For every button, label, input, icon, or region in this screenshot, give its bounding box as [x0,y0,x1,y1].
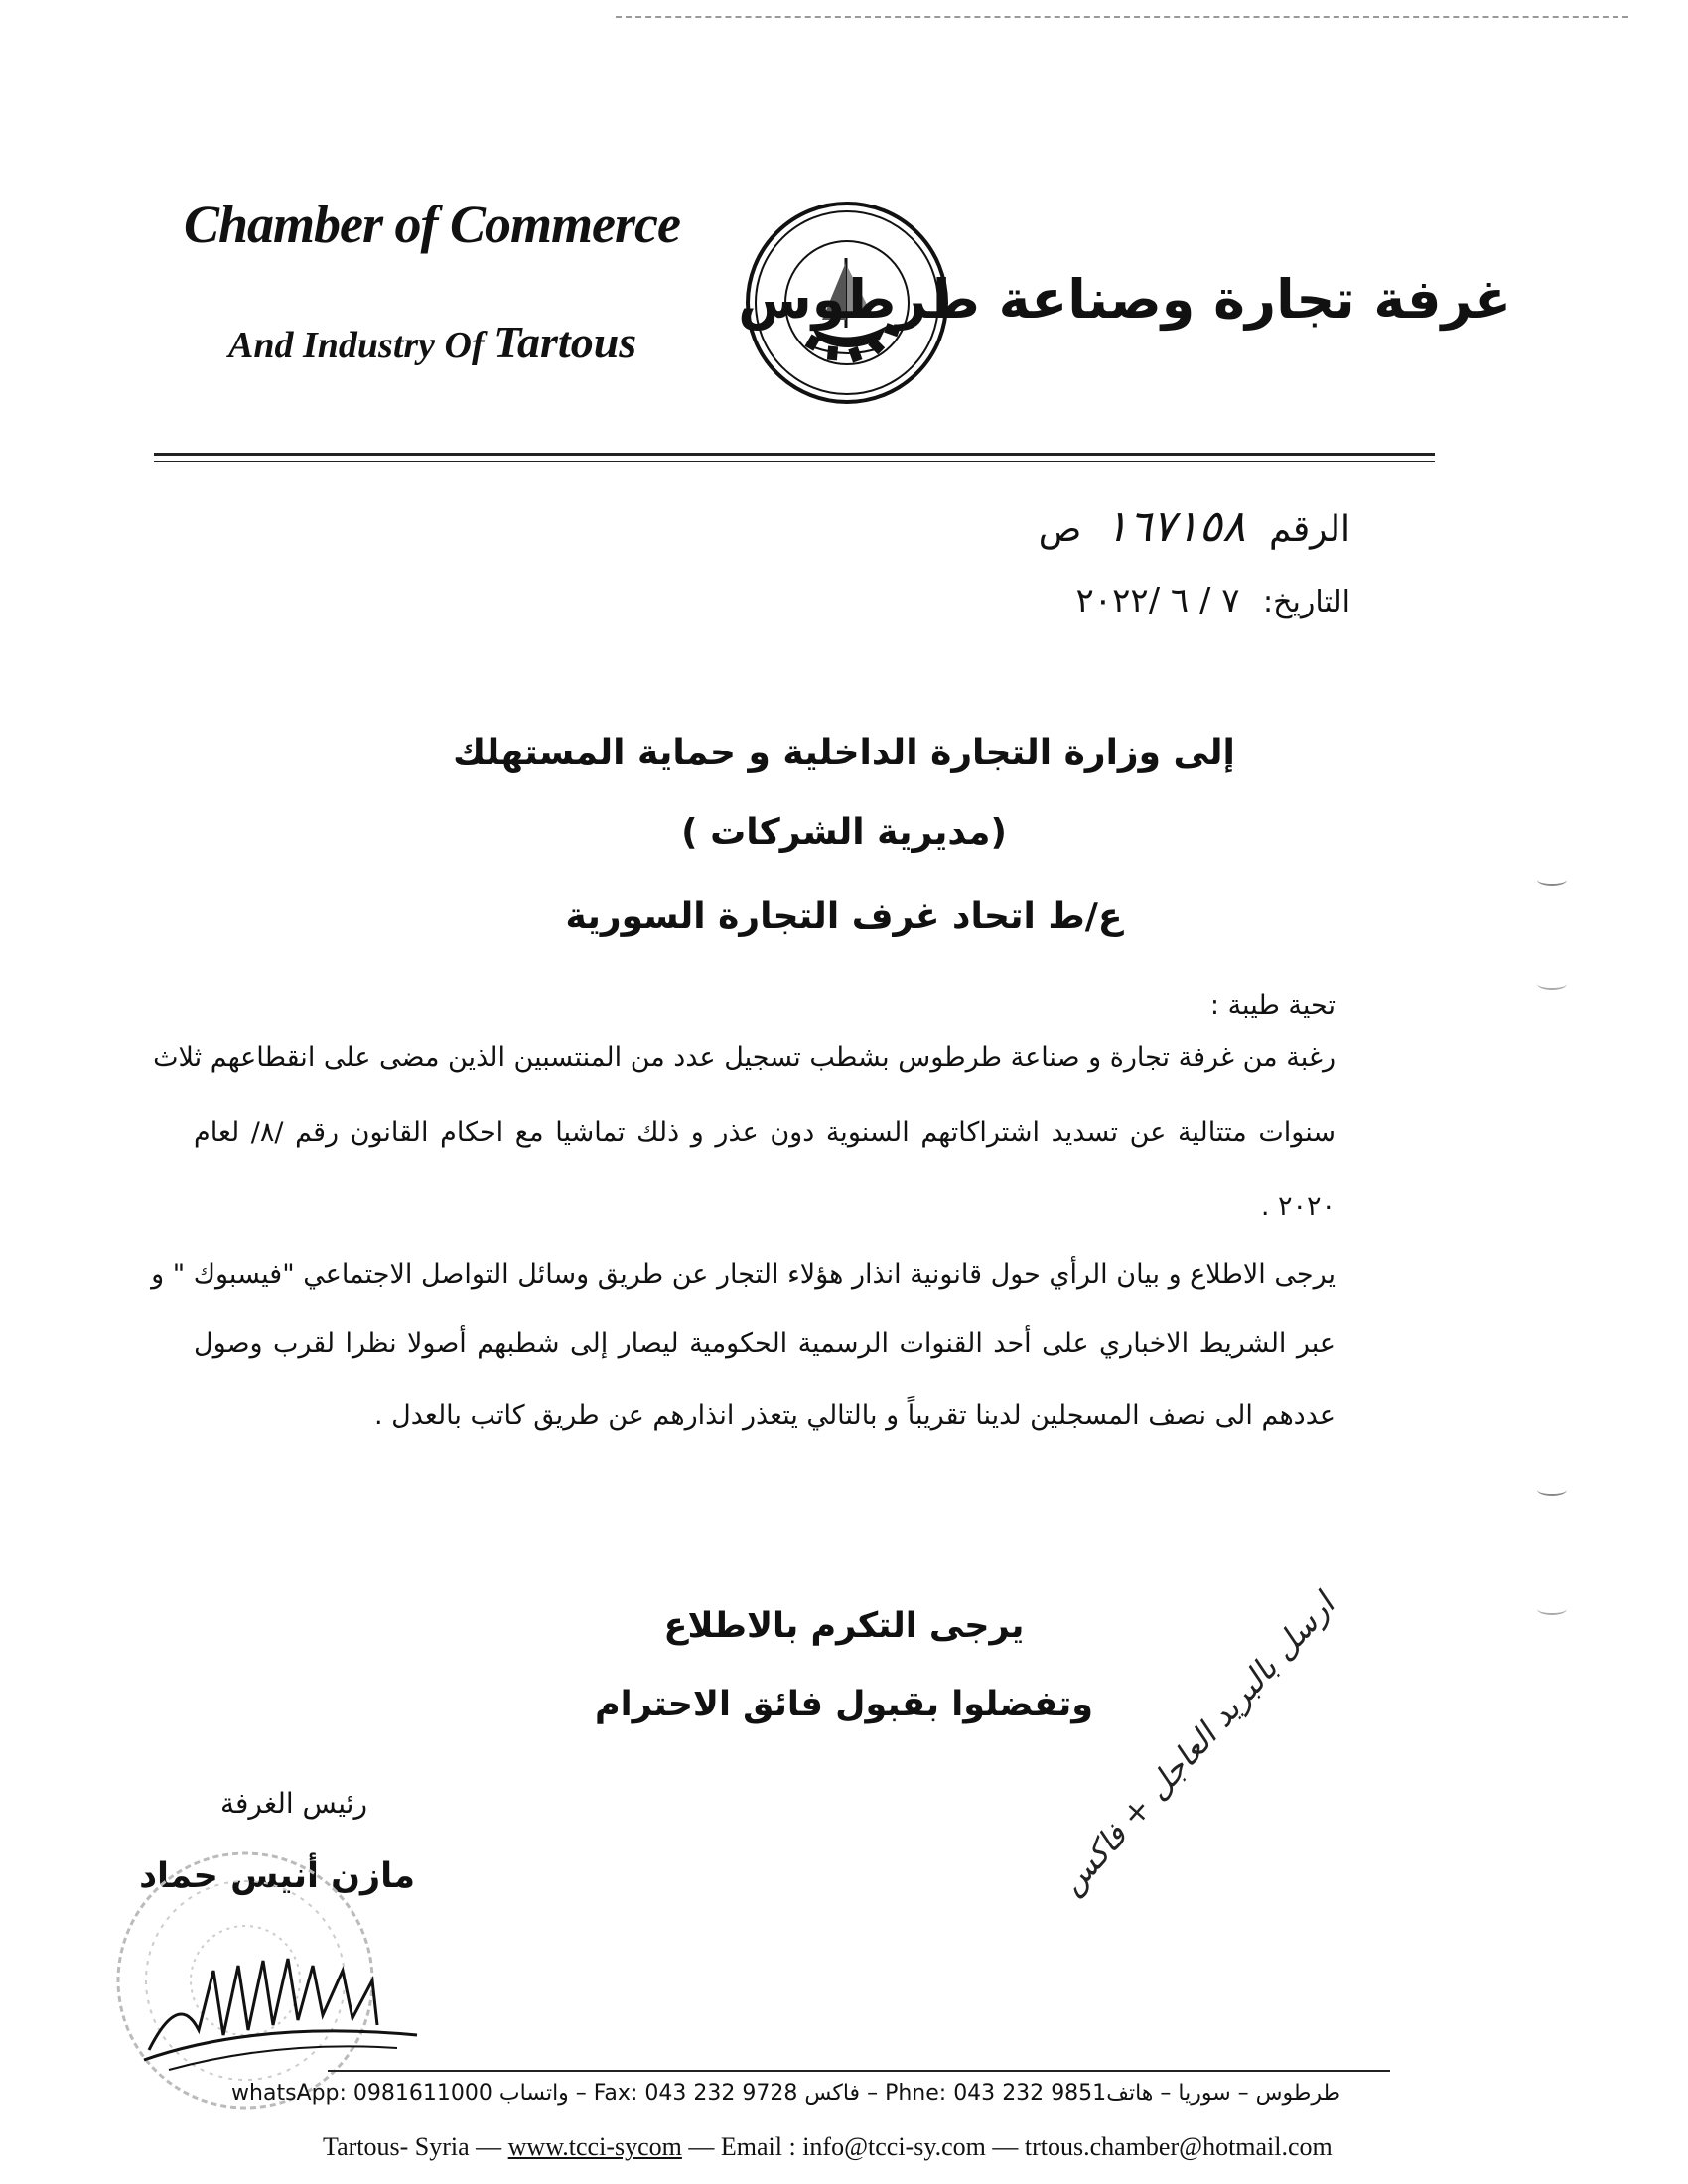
handwritten-note: ارسل بالبريد العاجل + فاكس [1053,1585,1342,1902]
reference-number-suffix: ص [1038,509,1082,550]
header-english-line1: Chamber of Commerce [184,195,680,254]
header-rule-thin [154,461,1435,462]
paragraph1-line1: رغبة من غرفة تجارة و صناعة طرطوس بشطب تسجيل عدد من المنتسبين الذين مضى على انقطاعهم ثلاث [153,1042,1336,1073]
header-english-line2 [228,316,636,368]
signatory-name: مازن أنيس حماد [139,1856,415,1896]
scan-edge-mark [616,16,1628,18]
footer-location: Tartous- Syria — [323,2132,508,2161]
addressee-via: ع/ط اتحاد غرف التجارة السورية [565,896,1123,937]
date-label: التاريخ: [1263,585,1350,619]
header-english-line2-a: And Industry Of [228,325,485,366]
letter-date [1076,581,1350,620]
header-english-line2-b: Tartous [493,317,637,367]
header-rule [154,453,1435,456]
reference-number-label: الرقم [1268,509,1350,550]
signature-scribble-icon [139,1931,437,2080]
greeting: تحية طيبة : [1209,990,1336,1021]
paragraph2-line1: يرجى الاطلاع و بيان الرأي حول قانونية انذار هؤلاء التجار عن طريق وسائل التواصل الاجتماعي "فيسبوك " و [151,1259,1336,1290]
signatory-title: رئيس الغرفة [219,1787,367,1820]
date-value: ٧ / ٦ /٢٠٢٢ [1075,581,1240,620]
header-arabic-name: غرفة تجارة وصناعة طرطوس [738,268,1511,331]
footer-contact-line2 [323,2132,1333,2162]
paragraph1-line2: سنوات متتالية عن تسديد اشتراكاتهم السنوية دون عذر و ذلك تماشيا مع احكام القانون رقم /٨/ لعام [194,1117,1336,1148]
reference-number [1039,501,1350,552]
scan-margin-mark [1537,978,1567,990]
paragraph1-line3: ٢٠٢٠ . [1260,1191,1336,1222]
handwritten-signature [139,1931,437,2080]
reference-number-value: ١٦٧١٥٨ [1104,502,1246,551]
scan-margin-mark [1537,1484,1567,1496]
paragraph2-line2: عبر الشريط الاخباري على أحد القنوات الرسمية الحكومية ليصار إلى شطبهم أصولا نظرا لقرب وصول [194,1328,1336,1359]
footer-contact-line1: طرطوس – سوريا – هاتف9851 232 043 :Phne – فاكس 9728 232 043 :Fax – واتساب whatsApp: 0981611000 [231,2081,1340,2106]
scan-margin-mark [1537,874,1567,886]
scan-margin-mark [1537,1603,1567,1615]
footer-rule [328,2070,1390,2072]
footer-website-link[interactable]: www.tcci-sycom [507,2132,682,2161]
footer-emails: — Email : info@tcci-sy.com — trtous.chamber@hotmail.com [681,2132,1333,2161]
closing-line2: وتفضلوا بقبول فائق الاحترام [594,1685,1094,1724]
addressee-ministry: إلى وزارة التجارة الداخلية و حماية المستهلك [453,733,1235,773]
paragraph2-line3: عددهم الى نصف المسجلين لدينا تقريباً و بالتالي يتعذر انذارهم عن طريق كاتب بالعدل . [373,1400,1336,1431]
addressee-directorate: (مديرية الشركات ) [681,812,1007,853]
closing-line1: يرجى التكرم بالاطلاع [663,1606,1025,1646]
